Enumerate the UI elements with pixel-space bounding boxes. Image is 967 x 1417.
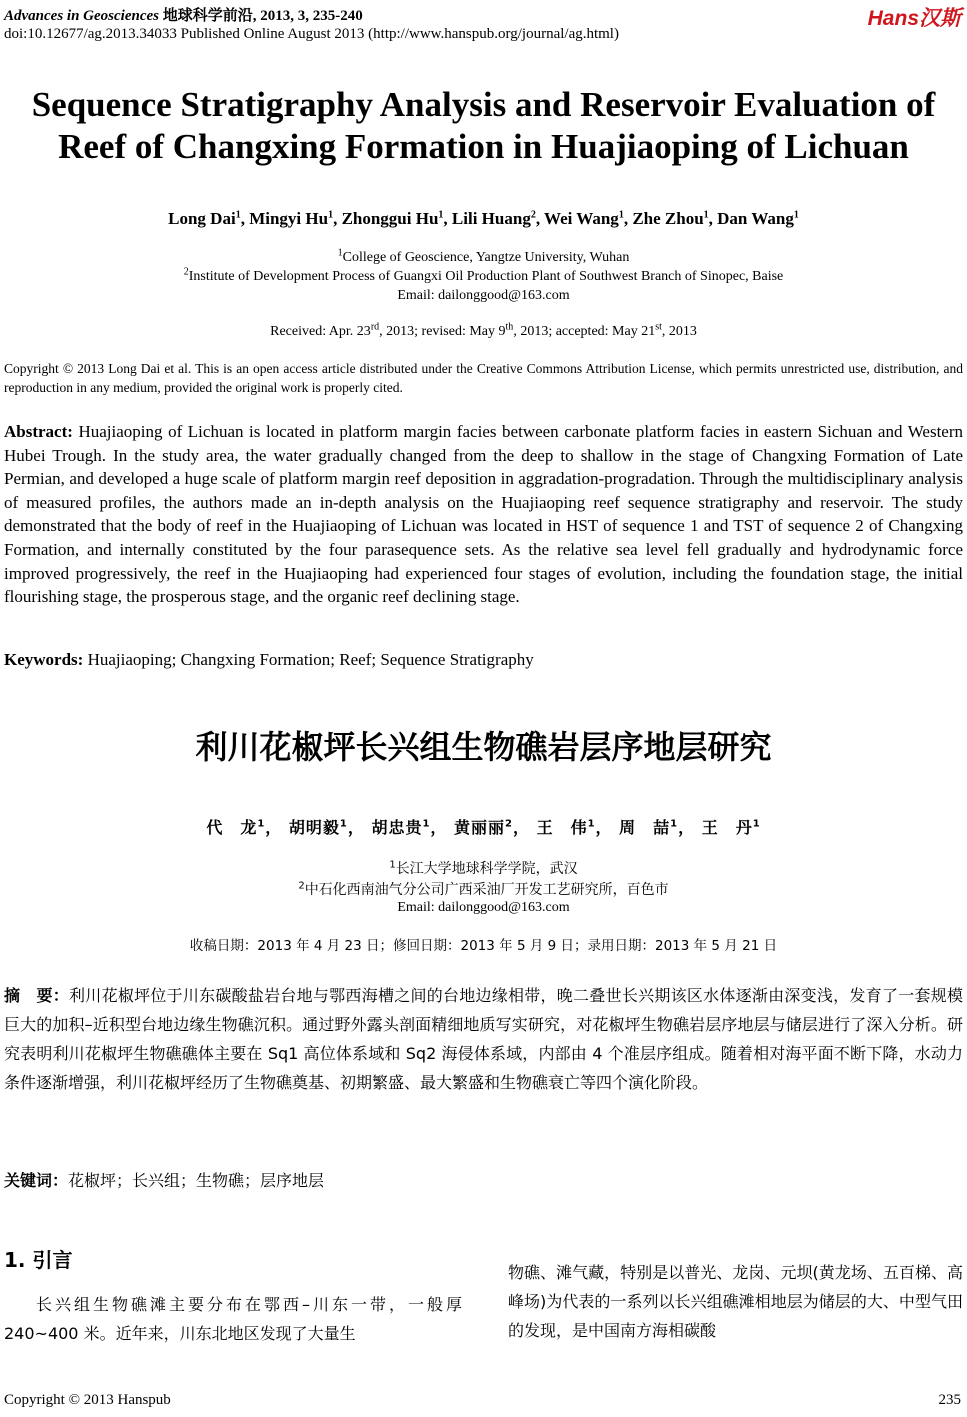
- citation: , 2013, 3, 235-240: [252, 8, 363, 24]
- email: Email: dailonggood@163.com: [397, 288, 570, 303]
- section-column-1: 长兴组生物礁滩主要分布在鄂西–川东一带，一般厚 240~400 米。近年来，川东北地区发现了大量生: [4, 1295, 462, 1343]
- cn-title: 利川花椒坪长兴组生物礁岩层序地层研究: [195, 728, 772, 766]
- cn-dates: 收稿日期：2013 年 4 月 23 日；修回日期：2013 年 5 月 9 日；录用日期：2013 年 5 月 21 日: [189, 938, 778, 954]
- title-line-2: Reef of Changxing Formation in Huajiaoping of Lichuan: [58, 127, 909, 166]
- section-heading: 1. 引言: [4, 1248, 73, 1272]
- footer-copyright: Copyright © 2013 Hanspub: [4, 1392, 171, 1408]
- publisher-logo: Hans汉斯: [867, 7, 961, 30]
- cn-abstract: [4, 981, 963, 1097]
- author: Zhonggui Hu: [341, 209, 439, 228]
- doi-line: doi:10.12677/ag.2013.34033 Published Online August 2013 (http://www.hanspub.org/journal/ag.html): [4, 26, 619, 42]
- page-number: 235: [938, 1392, 961, 1408]
- cn-author-list: 代 龙$^1$， 胡明毅$^1$， 胡忠贵$^1$， 黄丽丽$^2$， 王 伟$^1$， 周 喆$^1$， 王 丹$^1$: [206, 818, 761, 837]
- keywords-label: Keywords:: [4, 650, 84, 669]
- abstract-label: Abstract:: [4, 422, 73, 441]
- author: Long Dai: [168, 209, 236, 228]
- affiliation-1: $^1$College of Geoscience, Yangtze University, Wuhan: [337, 247, 630, 265]
- section-column-2: 物礁、滩气藏，特别是以普光、龙岗、元坝(黄龙场、五百梯、高峰场)为代表的一系列以长兴组礁滩相地层为储层的大、中型气田的发现，是中国南方海相碳酸: [508, 1263, 963, 1340]
- author: Zhe Zhou: [632, 209, 704, 228]
- journal-name-cn: 地球科学前沿: [162, 8, 253, 24]
- cn-author: 王 伟: [536, 818, 588, 837]
- keywords-text: Huajiaoping; Changxing Formation; Reef; Sequence Stratigraphy: [87, 650, 534, 669]
- title-line-1: Sequence Stratigraphy Analysis and Reservoir Evaluation of: [31, 85, 936, 124]
- abstract-text: Huajiaoping of Lichuan is located in platform margin facies between carbonate platform facies in eastern Sichuan and Western Hubei Trough. In the study area, the water gradually changed from the deep to shallow in the stage of Changxing Formation of Late Permian, and developed a huge scale of platform margin reef deposition in aggradation-progradation. Through the multidisciplinary analysis of measured profiles, the authors made an in-depth analysis on the Huajiaoping reef sequence stratigraphy and reservoir. The study demonstrated that the body of reef in the Huajiaoping of Lichuan was located in HST of sequence 1 and TST of sequence 2 of Changxing Formation, and internally constituted by the four parasequence sets. As the relative sea level fell gradually and hydrodynamic force improved progressively, the reef in the Huajiaoping had experienced four stages of evolution, including the foundation stage, the initial flourishing stage, the prosperous stage, and the organic reef declining stage.: [4, 422, 964, 607]
- author: Dan Wang: [717, 209, 794, 228]
- copyright-notice: Copyright © 2013 Long Dai et al. This is an open access article distributed under the Creative Commons Attribution License, which permits unrestricted use, distribution, and reproduction in any medium, provided the original work is properly cited.: [4, 361, 963, 395]
- author-list: Long Dai$^1$, Mingyi Hu$^1$, Zhonggui Hu$^1$, Lili Huang$^2$, Wei Wang$^1$, Zhe Zhou$^1$, Dan Wang$^1$: [168, 209, 799, 228]
- keywords: [4, 650, 963, 670]
- author: Wei Wang: [544, 209, 619, 228]
- cn-author: 黄丽丽: [454, 818, 506, 837]
- cn-affiliation-2: $^2$中石化西南油气分公司广西采油厂开发工艺研究所，百色市: [298, 880, 669, 898]
- cn-author: 周 喆: [619, 818, 671, 837]
- cn-email: Email: dailonggood@163.com: [397, 900, 570, 915]
- journal-header: [4, 4, 363, 25]
- cn-affiliation-1: $^1$长江大学地球科学学院，武汉: [389, 859, 578, 877]
- cn-author: 代 龙: [206, 818, 258, 837]
- cn-author: 王 丹: [701, 818, 753, 837]
- affiliation-2: $^2$Institute of Development Process of Guangxi Oil Production Plant of Southwest Branch of Sinopec, Baise: [183, 266, 784, 284]
- author: Mingyi Hu: [249, 209, 329, 228]
- cn-keywords: [4, 1166, 963, 1195]
- journal-name: Advances in Geosciences: [4, 8, 159, 24]
- paper-title: [0, 84, 967, 168]
- cn-author: 胡忠贵: [371, 818, 423, 837]
- cn-abstract-label: 摘 要：: [4, 986, 70, 1005]
- abstract: [4, 420, 963, 609]
- author: Lili Huang: [451, 209, 531, 228]
- cn-keywords-label: 关键词：: [4, 1171, 69, 1190]
- cn-author: 胡明毅: [288, 818, 340, 837]
- received-dates: Received: Apr. 23rd, 2013; revised: May 9th, 2013; accepted: May 21st, 2013: [270, 321, 697, 339]
- cn-abstract-text: 利川花椒坪位于川东碳酸盐岩台地与鄂西海槽之间的台地边缘相带，晚二叠世长兴期该区水体逐渐由深变浅，发育了一套规模巨大的加积–近积型台地边缘生物礁沉积。通过野外露头剖面精细地质写实研究，对花椒坪生物礁岩层序地层与储层进行了深入分析。研究表明利川花椒坪生物礁礁体主要在 Sq1 高位体系域和 Sq2 海侵体系域，内部由 4 个准层序组成。随着相对海平面不断下降，水动力条件逐渐增强，利川花椒坪经历了生物礁奠基、初期繁盛、最大繁盛和生物礁衰亡等四个演化阶段。: [4, 986, 963, 1092]
- cn-keywords-text: 花椒坪；长兴组；生物礁；层序地层: [68, 1171, 325, 1190]
